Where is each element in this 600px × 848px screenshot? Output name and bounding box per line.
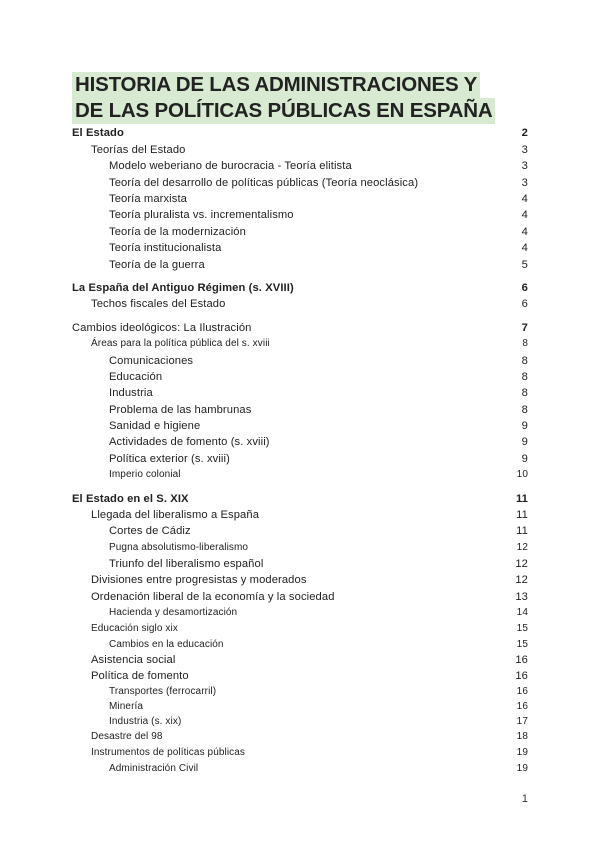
toc-entry[interactable] <box>0 668 600 684</box>
toc-entry-label: Asistencia social <box>91 654 176 666</box>
toc-entry[interactable] <box>0 385 600 401</box>
toc-entry-label: Política exterior (s. xviii) <box>109 453 230 465</box>
toc-entry[interactable] <box>0 714 600 730</box>
toc-entry-page: 16 <box>516 701 528 712</box>
toc-entry[interactable] <box>0 353 600 369</box>
toc-entry[interactable] <box>0 418 600 434</box>
toc-entry[interactable] <box>0 158 600 174</box>
toc-entry[interactable] <box>0 296 600 312</box>
toc-entry-page: 9 <box>521 453 528 465</box>
toc-entry-page: 6 <box>521 298 528 310</box>
toc-entry-page: 16 <box>515 654 528 666</box>
toc-entry[interactable] <box>0 280 600 296</box>
toc-entry[interactable] <box>0 207 600 223</box>
toc-entry-label: Comunicaciones <box>109 355 194 367</box>
toc-entry-label: Hacienda y desamortización <box>109 607 238 618</box>
toc-entry[interactable] <box>0 684 600 700</box>
toc-entry-label: Transportes (ferrocarril) <box>109 686 217 697</box>
toc-entry-page: 15 <box>516 623 528 634</box>
toc-entry-page: 7 <box>521 322 528 334</box>
toc-entry[interactable] <box>0 699 600 715</box>
toc-entry-page: 8 <box>521 404 528 416</box>
toc-entry-page: 11 <box>516 509 528 521</box>
toc-entry-label: El Estado en el S. XIX <box>72 493 189 505</box>
toc-entry[interactable] <box>0 523 600 539</box>
toc-entry-page: 15 <box>516 639 528 650</box>
toc-entry-label: Actividades de fomento (s. xviii) <box>109 436 270 448</box>
toc-entry-page: 4 <box>521 209 528 221</box>
toc-entry-label: Teoría pluralista vs. incrementalismo <box>109 209 294 221</box>
toc-entry-label: Problema de las hambrunas <box>109 404 252 416</box>
toc-entry-page: 4 <box>521 242 528 254</box>
toc-entry[interactable] <box>0 224 600 240</box>
toc-entry[interactable] <box>0 257 600 273</box>
toc-entry-page: 19 <box>516 747 528 758</box>
toc-entry-label: Política de fomento <box>91 670 189 682</box>
toc-entry-label: Teorías del Estado <box>91 144 186 156</box>
toc-entry[interactable] <box>0 467 600 483</box>
toc-entry-page: 12 <box>515 574 528 586</box>
toc-entry-page: 19 <box>516 763 528 774</box>
toc-entry[interactable] <box>0 540 600 556</box>
toc-entry-label: Sanidad e higiene <box>109 420 201 432</box>
toc-entry-page: 16 <box>515 670 528 682</box>
toc-entry-page: 4 <box>521 226 528 238</box>
toc-entry-label: Teoría del desarrollo de políticas públicas (Teoría neoclásica) <box>109 177 419 189</box>
toc-entry[interactable] <box>0 605 600 621</box>
toc-entry-page: 3 <box>521 144 528 156</box>
toc-entry-page: 18 <box>516 731 528 742</box>
toc-entry[interactable] <box>0 175 600 191</box>
toc-entry-page: 6 <box>521 282 528 294</box>
toc-entry-page: 13 <box>515 591 528 603</box>
toc-entry-label: Minería <box>109 701 144 712</box>
toc-entry[interactable] <box>0 589 600 605</box>
toc-entry-page: 5 <box>521 259 528 271</box>
toc-entry[interactable] <box>0 320 600 336</box>
toc-entry-label: Modelo weberiano de burocracia - Teoría elitista <box>109 160 352 172</box>
toc-entry-page: 8 <box>522 338 528 349</box>
toc-entry-label: Ordenación liberal de la economía y la sociedad <box>91 591 335 603</box>
toc-entry[interactable] <box>0 369 600 385</box>
toc-entry-page: 11 <box>516 525 528 537</box>
toc-entry-label: Cortes de Cádiz <box>109 525 191 537</box>
toc-entry[interactable] <box>0 491 600 507</box>
document-title <box>72 72 512 124</box>
toc-entry[interactable] <box>0 191 600 207</box>
toc-entry[interactable] <box>0 556 600 572</box>
toc-entry-label: Industria (s. xix) <box>109 716 182 727</box>
toc-entry-page: 8 <box>521 371 528 383</box>
title-line-2: DE LAS POLÍTICAS PÚBLICAS EN ESPAÑA <box>72 98 495 124</box>
page-number: 1 <box>521 793 528 805</box>
toc-entry[interactable] <box>0 240 600 256</box>
toc-entry-page: 11 <box>515 493 528 505</box>
toc-entry-label: Techos fiscales del Estado <box>91 298 226 310</box>
toc-entry-label: Instrumentos de políticas públicas <box>91 747 246 758</box>
toc-entry[interactable] <box>0 637 600 653</box>
toc-entry-label: Triunfo del liberalismo español <box>109 558 264 570</box>
toc-entry[interactable] <box>0 142 600 158</box>
toc-entry-label: Cambios ideológicos: La Ilustración <box>72 322 252 334</box>
toc-entry-label: Áreas para la política pública del s. xviii <box>91 338 270 349</box>
toc-entry[interactable] <box>0 729 600 745</box>
toc-entry-label: Teoría institucionalista <box>109 242 222 254</box>
toc-entry-page: 4 <box>521 193 528 205</box>
toc-entry-page: 3 <box>521 160 528 172</box>
toc-entry-label: Desastre del 98 <box>91 731 163 742</box>
toc-entry-page: 12 <box>515 558 528 570</box>
toc-entry[interactable] <box>0 572 600 588</box>
toc-entry-label: Industria <box>109 387 153 399</box>
toc-entry-label: Divisiones entre progresistas y moderados <box>91 574 307 586</box>
toc-entry-label: Imperio colonial <box>109 469 181 480</box>
toc-entry-label: Llegada del liberalismo a España <box>91 509 260 521</box>
toc-entry-page: 9 <box>521 420 528 432</box>
toc-entry-label: Pugna absolutismo-liberalismo <box>109 542 249 553</box>
toc-entry-page: 14 <box>516 607 528 618</box>
toc-entry[interactable] <box>0 621 600 637</box>
toc-entry[interactable] <box>0 125 600 141</box>
toc-entry-page: 17 <box>516 716 528 727</box>
toc-entry-page: 10 <box>516 469 528 480</box>
toc-entry-label: La España del Antiguo Régimen (s. XVIII) <box>72 282 294 294</box>
toc-entry[interactable] <box>0 434 600 450</box>
toc-entry-page: 3 <box>521 177 528 189</box>
toc-entry-label: Teoría de la modernización <box>109 226 246 238</box>
toc-entry-label: Educación siglo xix <box>91 623 178 634</box>
toc-entry[interactable] <box>0 745 600 761</box>
toc-entry-label: Administración Civil <box>109 763 199 774</box>
toc-entry-page: 9 <box>521 436 528 448</box>
toc-entry-page: 12 <box>516 542 528 553</box>
toc-entry-page: 8 <box>521 387 528 399</box>
title-line-1: HISTORIA DE LAS ADMINISTRACIONES Y <box>72 72 480 98</box>
toc-entry-label: Cambios en la educación <box>109 639 224 650</box>
toc-entry-page: 2 <box>521 127 528 139</box>
toc-entry-label: Educación <box>109 371 163 383</box>
toc-entry-label: Teoría marxista <box>109 193 187 205</box>
toc-entry[interactable] <box>0 507 600 523</box>
toc-entry[interactable] <box>0 336 600 352</box>
toc-entry-page: 8 <box>521 355 528 367</box>
toc-entry[interactable] <box>0 761 600 777</box>
toc-entry-label: Teoría de la guerra <box>109 259 205 271</box>
toc-entry-label: El Estado <box>72 127 124 139</box>
toc-entry[interactable] <box>0 402 600 418</box>
toc-entry[interactable] <box>0 652 600 668</box>
toc-entry[interactable] <box>0 451 600 467</box>
toc-entry-page: 16 <box>516 686 528 697</box>
